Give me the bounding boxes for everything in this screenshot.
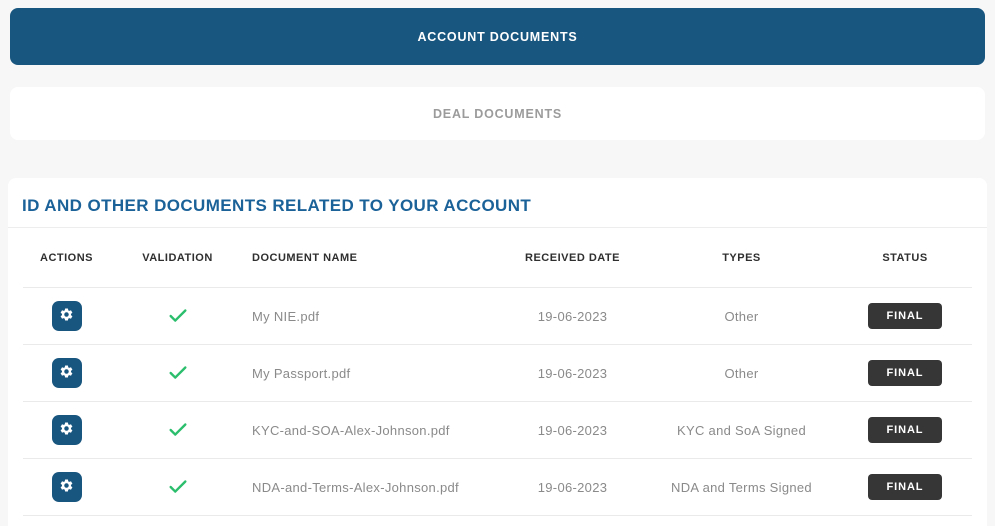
- received-date: 19-06-2023: [537, 422, 608, 438]
- table-row: [23, 402, 972, 459]
- document-type: NDA and Terms Signed: [671, 479, 812, 495]
- received-date: 19-06-2023: [537, 308, 608, 324]
- table-header-row: [23, 228, 972, 288]
- document-name: KYC-and-SOA-Alex-Johnson.pdf: [252, 422, 450, 438]
- check-icon: [110, 305, 245, 327]
- document-type: Other: [724, 365, 759, 381]
- column-header-types: TYPES: [722, 251, 761, 264]
- gear-icon: [59, 364, 74, 382]
- gear-icon: [59, 307, 74, 325]
- received-date: 19-06-2023: [537, 479, 608, 495]
- document-type: Other: [724, 308, 759, 324]
- section-title: ID AND OTHER DOCUMENTS RELATED TO YOUR ACCOUNT: [8, 178, 987, 228]
- check-icon: [110, 476, 245, 498]
- column-header-validation: VALIDATION: [142, 251, 213, 264]
- row-actions-button[interactable]: [52, 358, 82, 388]
- status-badge: FINAL: [868, 417, 942, 443]
- documents-table: [8, 228, 987, 516]
- row-actions-button[interactable]: [52, 301, 82, 331]
- document-name: My NIE.pdf: [252, 308, 320, 324]
- column-header-document-name: DOCUMENT NAME: [252, 251, 358, 264]
- gear-icon: [59, 478, 74, 496]
- gear-icon: [59, 421, 74, 439]
- column-header-status: STATUS: [882, 251, 928, 264]
- status-badge: FINAL: [868, 303, 942, 329]
- table-row: [23, 459, 972, 516]
- document-type: KYC and SoA Signed: [677, 422, 806, 438]
- tab-deal-documents[interactable]: [10, 87, 985, 140]
- check-icon: [110, 419, 245, 441]
- row-actions-button[interactable]: [52, 415, 82, 445]
- tab-deal-documents-label: DEAL DOCUMENTS: [432, 106, 563, 121]
- status-badge: FINAL: [868, 360, 942, 386]
- table-row: [23, 345, 972, 402]
- status-badge: FINAL: [868, 474, 942, 500]
- received-date: 19-06-2023: [537, 365, 608, 381]
- check-icon: [110, 362, 245, 384]
- column-header-actions: ACTIONS: [40, 251, 93, 264]
- document-name: NDA-and-Terms-Alex-Johnson.pdf: [252, 479, 459, 495]
- document-name: My Passport.pdf: [252, 365, 351, 381]
- tab-account-documents-label: ACCOUNT DOCUMENTS: [417, 29, 578, 44]
- table-row: [23, 288, 972, 345]
- tab-account-documents[interactable]: [10, 8, 985, 65]
- account-documents-card: [8, 178, 987, 526]
- column-header-received-date: RECEIVED DATE: [525, 251, 620, 264]
- row-actions-button[interactable]: [52, 472, 82, 502]
